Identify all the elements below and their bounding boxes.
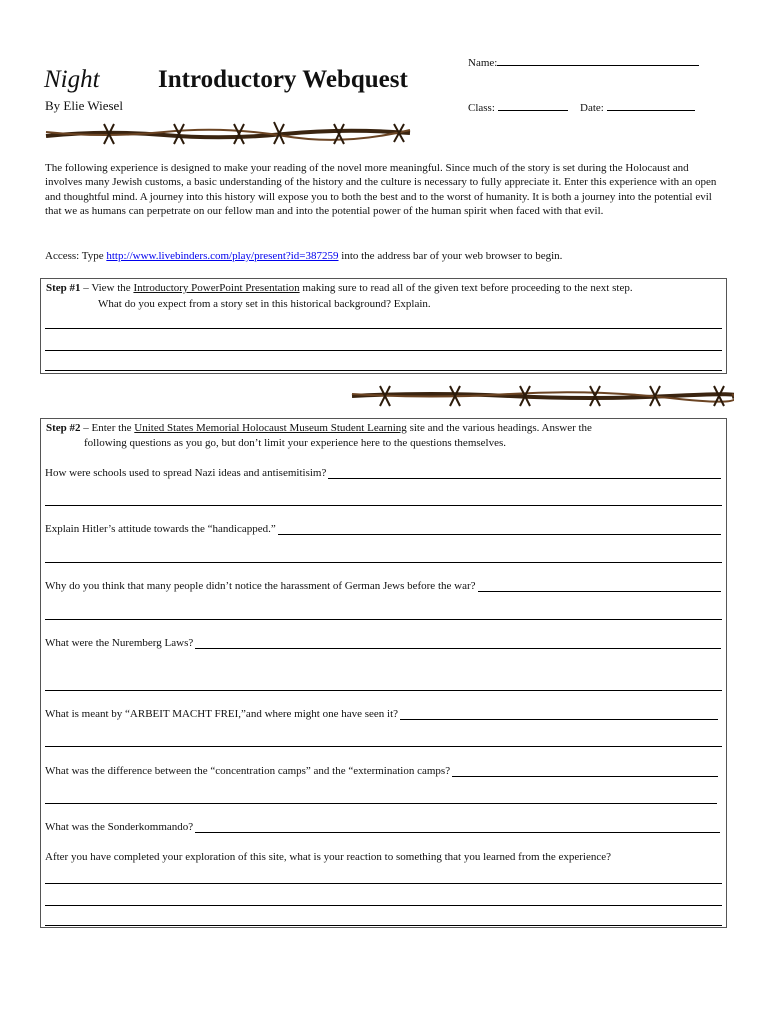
answer-line[interactable] bbox=[45, 925, 722, 926]
barbed-wire-icon bbox=[44, 120, 412, 146]
answer-line[interactable] bbox=[478, 580, 721, 592]
answer-line[interactable] bbox=[195, 821, 720, 833]
date-label: Date: bbox=[580, 102, 604, 114]
step2-instructions: Step #2 – Enter the United States Memorial Holocaust Museum Student Learning site and the various headings. Answer the bbox=[46, 422, 592, 434]
answer-line[interactable] bbox=[45, 803, 717, 804]
powerpoint-link[interactable]: Introductory PowerPoint Presentation bbox=[133, 282, 300, 294]
intro-paragraph: The following experience is designed to make your reading of the novel more meaningful. Since much of the story is set during the Holocaust and involves many Jewish customs, a basic understanding of the history and the culture is necessary to fully appreciate it. Enter this experience with an open and thoughtful mind. A journey into this history will expose you to both the best and to the worst of humanity. It is both a journey into the potential evil that we as humans can perpetrate on our fellow man and into the potential power of the human spirit when faced with that evil. bbox=[45, 162, 717, 217]
name-label: Name: bbox=[468, 57, 498, 69]
answer-line[interactable] bbox=[45, 905, 722, 906]
step1-question: What do you expect from a story set in this historical background? Explain. bbox=[98, 298, 431, 310]
answer-line[interactable] bbox=[45, 883, 722, 884]
question-schools[interactable]: How were schools used to spread Nazi ideas and antisemitisim? bbox=[45, 467, 721, 479]
answer-line[interactable] bbox=[195, 637, 721, 649]
livebinders-link[interactable]: http://www.livebinders.com/play/present?id=387259 bbox=[106, 250, 339, 262]
answer-line[interactable] bbox=[452, 765, 718, 777]
name-line[interactable] bbox=[497, 54, 699, 66]
access-prefix: Access: Type bbox=[45, 250, 107, 262]
question-camps[interactable]: What was the difference between the “concentration camps” and the “extermination camps? bbox=[45, 765, 718, 777]
answer-line[interactable] bbox=[328, 467, 721, 479]
question-harassment[interactable]: Why do you think that many people didn’t notice the harassment of German Jews before the war? bbox=[45, 580, 721, 592]
question-sonderkommando[interactable]: What was the Sonderkommando? bbox=[45, 821, 720, 833]
question-arbeit[interactable]: What is meant by “ARBEIT MACHT FREI,”and where might one have seen it? bbox=[45, 708, 718, 720]
title-night: Night bbox=[44, 66, 100, 93]
answer-line[interactable] bbox=[45, 619, 722, 620]
answer-line[interactable] bbox=[45, 562, 722, 563]
barbed-wire-icon bbox=[350, 384, 734, 408]
access-instructions bbox=[45, 250, 562, 262]
author-byline: By Elie Wiesel bbox=[45, 98, 123, 113]
step1-instructions: Step #1 – View the Introductory PowerPoint Presentation making sure to read all of the given text before proceeding to the next step. bbox=[46, 282, 633, 294]
question-nuremberg[interactable]: What were the Nuremberg Laws? bbox=[45, 637, 721, 649]
answer-line[interactable] bbox=[45, 505, 722, 506]
answer-line[interactable] bbox=[45, 746, 722, 747]
name-field[interactable] bbox=[468, 54, 699, 69]
question-handicapped[interactable]: Explain Hitler’s attitude towards the “handicapped.” bbox=[45, 523, 721, 535]
answer-line[interactable] bbox=[45, 690, 722, 691]
access-suffix: into the address bar of your web browser to begin. bbox=[338, 250, 563, 262]
question-reaction: After you have completed your exploration of this site, what is your reaction to something that you learned from the experience? bbox=[45, 851, 612, 863]
date-field[interactable] bbox=[580, 99, 695, 114]
class-label: Class: bbox=[468, 102, 495, 114]
class-field[interactable] bbox=[468, 99, 568, 114]
ushmm-link[interactable]: United States Memorial Holocaust Museum Student Learning bbox=[134, 422, 407, 434]
answer-line[interactable] bbox=[400, 708, 718, 720]
date-line[interactable] bbox=[607, 99, 695, 111]
answer-line[interactable] bbox=[45, 350, 722, 351]
answer-line[interactable] bbox=[45, 328, 722, 329]
answer-line[interactable] bbox=[45, 370, 722, 371]
step2-instructions-line2: following questions as you go, but don’t limit your experience here to the questions themselves. bbox=[84, 437, 507, 449]
class-line[interactable] bbox=[498, 99, 568, 111]
page-title: Introductory Webquest bbox=[158, 66, 408, 93]
step2-label: Step #2 bbox=[46, 422, 81, 434]
answer-line[interactable] bbox=[278, 523, 721, 535]
step1-label: Step #1 bbox=[46, 282, 81, 294]
